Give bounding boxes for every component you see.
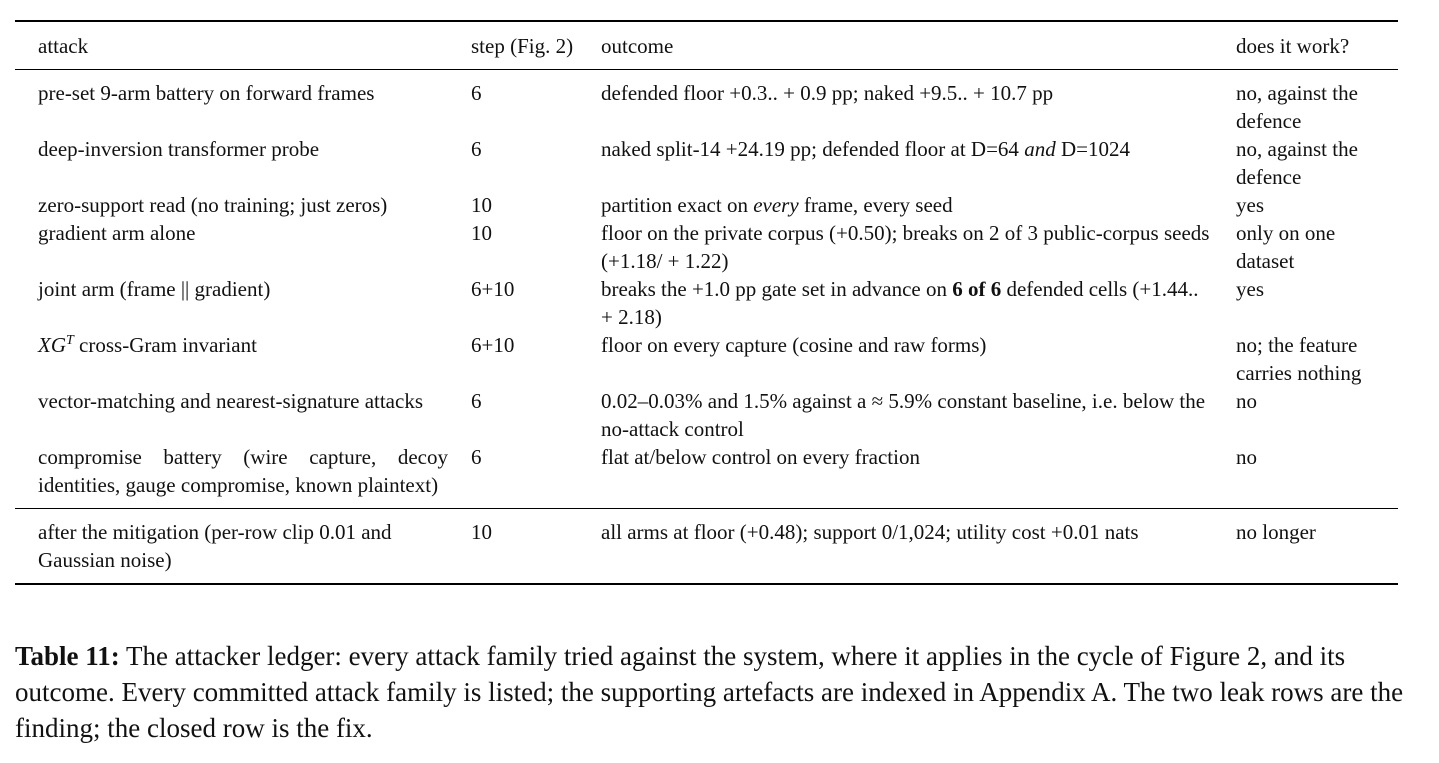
outcome-emphasis: and [1024,137,1056,161]
attack-cell: deep-inversion transformer probe [38,137,320,161]
header-step: step (Fig. 2) [471,34,574,58]
outcome-text: defended cells (+1.44.. + 2.18) [601,277,1199,329]
attack-cell: joint arm (frame || gradient) [38,277,271,301]
attack-superscript: T [66,333,74,348]
outcome-text: D=1024 [1055,137,1130,161]
verdict-cell: no longer [1236,520,1316,544]
verdict-cell: no, against the defence [1236,137,1358,189]
outcome-cell: floor on the private corpus (+0.50); breaks on 2 of 3 public-corpus seeds (+1.18/ + 1.22) [601,221,1210,273]
attack-cell: after the mitigation (per-row clip 0.01 and Gaussian noise) [38,520,392,572]
step-cell: 6 [471,445,482,469]
outcome-cell [578,191,1213,219]
step-cell: 10 [471,221,492,245]
caption-label: Table 11: [15,641,120,671]
attack-cell: pre-set 9-arm battery on forward frames [38,81,375,105]
outcome-cell: defended floor +0.3.. + 0.9 pp; naked +9.5.. + 10.7 pp [601,81,1054,105]
table-row [15,331,1398,387]
outcome-cell: 0.02–0.03% and 1.5% against a ≈ 5.9% constant baseline, i.e. below the no-attack control [601,389,1206,441]
attack-math: XG [38,333,66,357]
caption-text: The attacker ledger: every attack family tried against the system, where it applies in the cycle of Figure 2, and its outcome. Every committed attack family is listed; the supporting artefacts are indexed in Appendix A. The two leak rows are the finding; the closed row is the fix. [15,641,1404,743]
outcome-text: frame, every seed [798,193,953,217]
step-cell: 6+10 [471,333,515,357]
table-row [15,443,1398,509]
table-header [15,21,1398,70]
step-cell: 6 [471,389,482,413]
verdict-cell: no [1236,389,1257,413]
outcome-cell: flat at/below control on every fraction [601,445,920,469]
attack-cell: vector-matching and nearest-signature attacks [38,389,423,413]
outcome-emphasis: 6 of 6 [952,277,1002,301]
table-row [15,387,1398,443]
verdict-cell: only on one dataset [1236,221,1336,273]
table-row [15,275,1398,331]
outcome-cell: all arms at floor (+0.48); support 0/1,024; utility cost +0.01 nats [601,520,1139,544]
verdict-cell: yes [1236,277,1264,301]
step-cell: 10 [471,520,492,544]
table-row [15,70,1398,136]
attack-cell: zero-support read (no training; just zeros) [38,193,388,217]
outcome-text: breaks the +1.0 pp gate set in advance on [601,277,953,301]
table-row [15,135,1398,191]
step-cell: 6+10 [471,277,515,301]
table-caption [15,638,1425,746]
attacker-ledger-table [15,20,1398,585]
attack-cell [15,331,448,387]
header-row [15,21,1398,70]
header-attack: attack [38,34,89,58]
table-row [15,219,1398,275]
table-row [15,191,1398,219]
mitigation-section [15,509,1398,585]
step-cell: 10 [471,193,492,217]
outcome-cell: floor on every capture (cosine and raw forms) [601,333,987,357]
attack-text: cross-Gram invariant [73,333,257,357]
outcome-cell [578,135,1213,191]
outcome-cell [578,275,1213,331]
verdict-cell: no [1236,445,1257,469]
outcome-emphasis: every [753,193,799,217]
step-cell: 6 [471,137,482,161]
table-body [15,70,1398,509]
mitigation-row [15,509,1398,585]
verdict-cell: no; the feature carries nothing [1236,333,1362,385]
attack-cell: gradient arm alone [38,221,196,245]
outcome-text: naked split-14 +24.19 pp; defended floor at D=64 [601,137,1025,161]
outcome-text: partition exact on [601,193,754,217]
attack-cell: compromise battery (wire capture, decoy identities, gauge compromise, known plaintext) [38,445,448,497]
verdict-cell: no, against the defence [1236,81,1358,133]
header-outcome: outcome [601,34,674,58]
verdict-cell: yes [1236,193,1264,217]
step-cell: 6 [471,81,482,105]
header-verdict: does it work? [1236,34,1350,58]
